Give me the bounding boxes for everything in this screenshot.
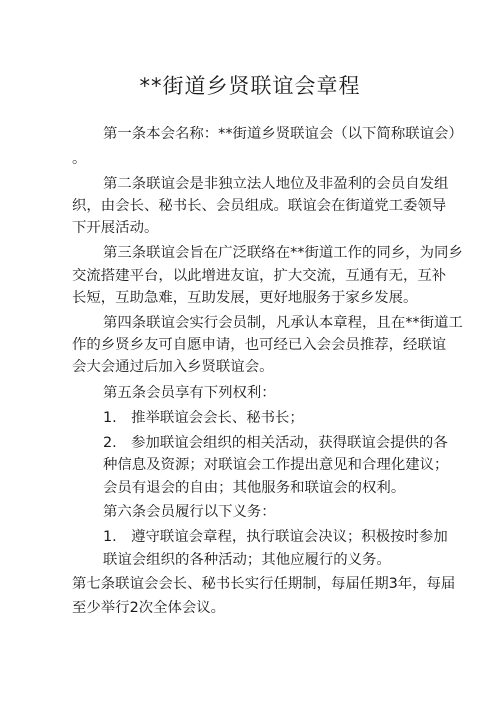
article-2-line-1: 第二条联谊会是非独立法人地位及非盈利的会员自发组: [103, 176, 449, 192]
article-3-line-3: 长短，互助急难，互助发展，更好地服务于家乡发展。: [72, 290, 418, 306]
article-4-line-1: 第四条联谊会实行会员制，凡承认本章程，且在**街道工: [103, 315, 463, 331]
article-4-line-2: 作的乡贤乡友可自愿申请，也可经已入会会员推荐，经联谊: [72, 337, 447, 353]
article-7-line-2: 至少举行2次全体会议。: [72, 600, 226, 616]
article-6-item-1-line-2: 联谊会组织的各种活动；其他应履行的义务。: [103, 552, 391, 568]
article-1-line-1: 第一条本会名称：**街道乡贤联谊会（以下简称联谊会）: [103, 126, 463, 142]
article-5-item-2-line-2: 种信息及资源；对联谊会工作提出意见和合理化建议；: [103, 457, 449, 473]
article-2-line-3: 下开展活动。: [72, 220, 159, 236]
article-5-heading: 第五条会员享有下列权利：: [103, 385, 276, 401]
article-3-line-2: 交流搭建平台，以此增进友谊，扩大交流，互通有无，互补: [72, 268, 447, 284]
article-5-item-1: 1. 推举联谊会会长、秘书长；: [103, 410, 304, 426]
article-2-line-2: 织，由会长、秘书长、会员组成。联谊会在街道党工委领导: [72, 198, 447, 214]
article-3-line-1: 第三条联谊会旨在广泛联络在**街道工作的同乡，为同乡: [103, 245, 463, 261]
article-6-item-1-line-1: 1. 遵守联谊会章程，执行联谊会决议；积极按时参加: [103, 529, 448, 545]
article-1-line-2: 。: [72, 151, 87, 167]
article-5-item-2-line-3: 会员有退会的自由；其他服务和联谊会的权利。: [103, 480, 406, 496]
article-5-item-2-line-1: 2. 参加联谊会组织的相关活动，获得联谊会提供的各: [103, 435, 448, 451]
article-7-line-1: 第七条联谊会会长、秘书长实行任期制，每届任期3年，每届: [72, 576, 456, 592]
document-title: **街道乡贤联谊会章程: [139, 74, 361, 98]
article-6-heading: 第六条会员履行以下义务：: [103, 504, 276, 520]
article-4-line-3: 会大会通过后加入乡贤联谊会。: [72, 359, 274, 375]
